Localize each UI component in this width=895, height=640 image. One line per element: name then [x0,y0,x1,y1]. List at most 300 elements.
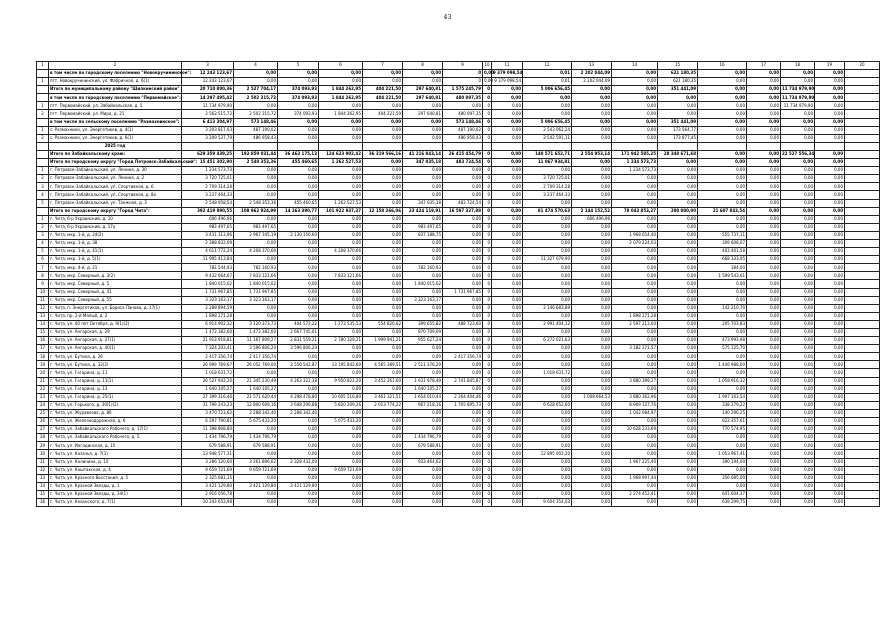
table-row [37,110,880,118]
value-cell: 297 640,81 [403,110,443,118]
value-cell: 0 [483,239,492,247]
value-cell: 0,00 [403,409,443,417]
value-cell: 0,00 [234,369,278,377]
value-cell: 0,00 [492,418,523,426]
value-cell: 0,00 [403,288,443,296]
value-cell: 2 013 774,22 [363,401,403,409]
value-cell: 0,00 [403,345,443,353]
value-cell: 0,00 [492,288,523,296]
address-cell: г. Чита, ул. Бутина, д. 26 [49,353,182,361]
value-cell: 0,00 [781,466,815,474]
value-cell: 0,00 [572,239,612,247]
value-cell: 0 [483,102,492,110]
value-cell: 0,00 [234,474,278,482]
value-cell: 0,00 [781,223,815,231]
value-cell: 0,00 [443,167,483,175]
row-number: 29 [37,442,49,450]
empty-cell [845,434,880,442]
value-cell: 0,00 [523,474,572,482]
value-cell: 0,00 [612,248,658,256]
value-cell: 0,00 [815,231,845,239]
value-cell: 11 398 808,80 [182,426,234,434]
row-number: 22 [37,385,49,393]
value-cell: 0,00 [698,191,747,199]
value-cell: 0,00 [363,78,403,86]
value-cell: 679 588,91 [403,442,443,450]
address-cell: г. Чита, ул. Красной Звезды, д. 34(1) [49,490,182,498]
value-cell: 0,00 [483,78,492,86]
value-cell: 0,00 [658,337,698,345]
value-cell: 0,00 [658,256,698,264]
value-cell: 23 424 119,91 [403,207,443,215]
value-cell: 11 995 413,84 [182,256,234,264]
value-cell: 0,00 [319,474,363,482]
value-cell: 0,00 [363,118,403,126]
value-cell: 0 [483,490,492,498]
value-cell: 0,00 [747,110,781,118]
value-cell: 0,00 [658,159,698,167]
column-number: 8 [403,62,443,70]
value-cell: 0,00 [278,442,319,450]
value-cell: 1 640 105,27 [182,385,234,393]
value-cell: 0,00 [278,490,319,498]
value-cell: 0,00 [698,369,747,377]
value-cell: 0,00 [363,490,403,498]
value-cell: 78 043 853,27 [612,207,658,215]
value-cell: 0,00 [815,159,845,167]
value-cell: 0,00 [403,312,443,320]
value-cell: 0,00 [747,167,781,175]
value-cell: 2 417 356,74 [182,353,234,361]
value-cell: 0,00 [815,223,845,231]
value-cell: 0,00 [747,369,781,377]
row-number: 16 [37,337,49,345]
value-cell: 0,00 [747,199,781,207]
value-cell: 837 188,75 [403,231,443,239]
value-cell: 0,00 [781,345,815,353]
value-cell: 13 948 577,31 [182,450,234,458]
value-cell [363,142,403,150]
address-cell: г. Петровск-Забайкальский, ул. Ленина, д. 2 [49,175,182,183]
empty-cell [845,264,880,272]
value-cell: 36 463 175,13 [278,150,319,158]
value-cell: 0,00 [781,215,815,223]
value-cell: 404 221,50 [363,110,403,118]
value-cell: 0,00 [492,337,523,345]
value-cell: 3 237 464,33 [523,191,572,199]
address-cell: г. Чита, ул. Красной Звезды, д. 1 [49,482,182,490]
value-cell: 0,00 [492,434,523,442]
value-cell: 0,00 [572,377,612,385]
value-cell: 0,00 [443,256,483,264]
column-number: 12 [523,62,572,70]
value-cell: 0,00 [278,353,319,361]
value-cell: 0,00 [523,345,572,353]
value-cell: 480 097,35 [443,94,483,102]
table-row [37,167,880,175]
value-cell: 0,00 [234,304,278,312]
value-cell: 0,00 [278,102,319,110]
value-cell: 0,00 [698,329,747,337]
value-cell: 0,00 [747,320,781,328]
address-cell: пгт. Первомайский, ул. Мира, д. 21 [49,110,182,118]
value-cell: 0,00 [747,94,781,102]
value-cell: 0,00 [319,304,363,312]
value-cell: 3 461 321,51 [363,393,403,401]
value-cell: 200 000,00 [658,207,698,215]
empty-cell [845,94,880,102]
value-cell: 0,00 [492,215,523,223]
value-cell: 0,00 [443,466,483,474]
value-cell [698,142,747,150]
value-cell: 0 [443,70,483,78]
value-cell: 555 737,11 [698,231,747,239]
value-cell: 0 [483,312,492,320]
value-cell: 0,00 [319,126,363,134]
value-cell: 0,00 [443,175,483,183]
value-cell: 0,00 [815,239,845,247]
value-cell: 0,00 [319,264,363,272]
value-cell: 0,00 [815,296,845,304]
value-cell: 0,00 [747,377,781,385]
value-cell: 0,00 [815,191,845,199]
empty-cell [845,118,880,126]
value-cell: 0,00 [747,401,781,409]
value-cell: 0,00 [815,134,845,142]
value-cell: 0,00 [278,134,319,142]
empty-cell [845,320,880,328]
empty-cell [845,239,880,247]
value-cell: 0,00 [319,256,363,264]
address-cell: г. Чита, ул. Ингодинская, д. 15 [49,442,182,450]
value-cell: 0 [483,458,492,466]
value-cell: 12 243 123,67 [182,70,234,78]
value-cell: 12 895 002,20 [523,450,572,458]
value-cell: 0,00 [319,231,363,239]
value-cell: 0,00 [319,450,363,458]
value-cell: 0 [483,280,492,288]
value-cell: 0,00 [781,280,815,288]
value-cell: 0,00 [319,369,363,377]
value-cell: 0,00 [443,458,483,466]
value-cell: 0,00 [523,239,572,247]
value-cell: 0,00 [781,442,815,450]
value-cell: 0,00 [747,353,781,361]
value-cell: 4 565 389,51 [363,361,403,369]
column-number: 11 [492,62,523,70]
value-cell: 0,00 [492,401,523,409]
empty-cell [845,215,880,223]
value-cell: 0,00 [781,231,815,239]
value-cell [492,142,523,150]
value-cell: 0,00 [612,126,658,134]
value-cell: 0,00 [403,134,443,142]
value-cell: 0,00 [612,264,658,272]
value-cell: 0,00 [492,442,523,450]
value-cell: 0,00 [443,239,483,247]
value-cell: 5 820 209,26 [319,401,363,409]
value-cell: 1 967 225,40 [612,458,658,466]
value-cell: 0,00 [403,78,443,86]
value-cell: 0,00 [363,288,403,296]
value-cell: 0,00 [612,288,658,296]
row-number: 14 [37,320,49,328]
value-cell: 11 327 079,90 [523,256,572,264]
value-cell: 0,00 [443,280,483,288]
value-cell: 0,00 [781,167,815,175]
address-cell: г. Чита, мкр. 1-й, д. 24(2) [49,231,182,239]
value-cell: 0,00 [747,223,781,231]
value-cell: 0,00 [363,126,403,134]
value-cell: 1 434 796,79 [234,434,278,442]
value-cell: 1 599 543,01 [698,272,747,280]
value-cell: 0,00 [403,183,443,191]
empty-cell [845,296,880,304]
table-row [37,312,880,320]
value-cell: 0,00 [443,345,483,353]
value-cell: 0,00 [572,280,612,288]
value-cell: 0,00 [658,272,698,280]
value-cell: 0,00 [612,329,658,337]
value-cell: 0,00 [658,474,698,482]
value-cell: 0,00 [492,207,523,215]
row-number: 3 [37,231,49,239]
value-cell: 0,00 [815,418,845,426]
value-cell: 384,00 [698,264,747,272]
column-number-row [37,62,880,70]
value-cell: 0,00 [815,426,845,434]
address-cell: г. Чита, ул. Ангарская, д. 29 [49,329,182,337]
value-cell: 0,00 [572,288,612,296]
value-cell: 0,00 [658,393,698,401]
value-cell: 0,00 [572,458,612,466]
column-number: 16 [698,62,747,70]
value-cell: 668 333,95 [698,256,747,264]
value-cell: 2 502 315,72 [234,110,278,118]
value-cell: 0,00 [747,337,781,345]
value-cell: 7 833 121,66 [319,272,363,280]
subtotal-row [37,207,880,215]
value-cell: 0,00 [815,442,845,450]
value-cell: 0,00 [523,426,572,434]
value-cell: 0,00 [747,126,781,134]
value-cell: 0,00 [443,329,483,337]
value-cell: 0,00 [363,272,403,280]
value-cell: 0,00 [523,272,572,280]
value-cell: 0,00 [815,320,845,328]
value-cell: 0,00 [278,272,319,280]
value-cell: 2 542 591,11 [523,134,572,142]
value-cell: 0 [483,442,492,450]
value-cell: 2 562 515,72 [182,110,234,118]
value-cell: 0,00 [319,482,363,490]
column-number: 6 [319,62,363,70]
value-cell: 0,00 [492,118,523,126]
value-cell: 5 675 433,20 [319,418,363,426]
value-cell: 8 909 137,76 [612,401,658,409]
value-cell: 0,00 [523,353,572,361]
empty-cell [845,385,880,393]
value-cell: 0,00 [492,426,523,434]
value-cell: 0,00 [658,361,698,369]
table-row [37,434,880,442]
value-cell: 0,00 [815,409,845,417]
value-cell: 9 604 354,03 [523,498,572,506]
row-number: 5 [37,248,49,256]
value-cell: 0,00 [612,442,658,450]
table-row [37,304,880,312]
value-cell: 0,00 [781,482,815,490]
column-number: 14 [612,62,658,70]
address-cell: г. Чита, ул. Гагарина, д. 25(1) [49,393,182,401]
value-cell: 81 474 570,63 [523,207,572,215]
value-cell: 0,00 [278,215,319,223]
value-cell: 0,00 [403,248,443,256]
value-cell: 0,00 [698,86,747,94]
table-row [37,264,880,272]
column-number: 1 [37,62,49,70]
value-cell: 0,00 [572,353,612,361]
value-cell: 622 357,61 [698,418,747,426]
value-cell: 983 497,65 [403,223,443,231]
value-cell: 2 325 681,15 [182,474,234,482]
value-cell: 0,00 [443,498,483,506]
value-cell: 0,00 [278,434,319,442]
value-cell: 0,00 [698,280,747,288]
value-cell: 0,00 [319,239,363,247]
value-cell: 2 709 314,28 [182,183,234,191]
value-cell: 10 243 653,98 [182,498,234,506]
value-cell: 101 922 937,37 [319,207,363,215]
value-cell: 0,00 [781,426,815,434]
value-cell: 140 296,25 [698,409,747,417]
row-number: 5 [37,199,49,207]
value-cell: 2 741 845,87 [443,377,483,385]
value-cell: 5 675 433,20 [234,418,278,426]
value-cell: 0,00 [747,450,781,458]
value-cell: 0,00 [572,337,612,345]
value-cell: 0,00 [363,304,403,312]
value-cell: 0,00 [443,369,483,377]
value-cell: 0,00 [523,434,572,442]
address-cell: г. Чита, пр. 2-й Малый, д. 2 [49,312,182,320]
value-cell: 0,00 [492,280,523,288]
value-cell: 1 434 796,79 [403,434,443,442]
value-cell: 0 [483,377,492,385]
value-cell: 0,00 [403,70,443,78]
row-number: 19 [37,361,49,369]
value-cell: 0,00 [363,474,403,482]
value-cell: 0,00 [363,256,403,264]
value-cell: 0 [483,223,492,231]
row-number [37,70,49,78]
value-cell: 455 460,65 [278,199,319,207]
empty-cell [845,418,880,426]
value-cell: 0,00 [612,86,658,94]
value-cell: 0,00 [572,223,612,231]
empty-cell [845,231,880,239]
row-number [37,159,49,167]
value-cell: 0,00 [363,191,403,199]
column-number: 10 [483,62,492,70]
value-cell: 0,00 [815,70,845,78]
value-cell: 0,00 [403,450,443,458]
empty-cell [845,304,880,312]
value-cell: 0,00 [278,280,319,288]
column-number: 2 [49,62,182,70]
value-cell: 0,00 [523,248,572,256]
value-cell: 0,00 [443,426,483,434]
value-cell: 0,00 [815,264,845,272]
value-cell: 0,00 [815,304,845,312]
repair-register-table [36,61,880,507]
address-cell: г. Петровск-Забайкальский, ул. Таежная, д. 3 [49,199,182,207]
value-cell: 0 [483,231,492,239]
subtotal-row [37,159,880,167]
value-cell: 9 950 822,20 [319,377,363,385]
value-cell: 0,00 [319,134,363,142]
address-cell: г. Чита, ул. Гагарина, д. 11 [49,369,182,377]
value-cell: 0,00 [443,231,483,239]
value-cell: 0,00 [815,401,845,409]
value-cell: 0,00 [234,175,278,183]
value-cell: 0,00 [443,474,483,482]
value-cell: 0,00 [572,450,612,458]
value-cell: 0,00 [815,385,845,393]
value-cell: 0,00 [572,231,612,239]
value-cell: 0,00 [658,498,698,506]
value-cell: 0,00 [492,304,523,312]
value-cell: 0,00 [781,490,815,498]
value-cell: 0,00 [234,256,278,264]
empty-cell [845,369,880,377]
value-cell: 0,00 [747,134,781,142]
value-cell: 0,00 [658,288,698,296]
value-cell: 0,00 [781,474,815,482]
value-cell: 0,00 [658,304,698,312]
address-cell: г. Чита, ул. Железнодорожная, д. 6 [49,418,182,426]
value-cell: 0,00 [572,86,612,94]
address-cell: Итого по муниципальному району "Шилкинский район" [49,86,182,94]
row-number: 36 [37,498,49,506]
value-cell: 0,00 [612,199,658,207]
empty-cell [845,70,880,78]
value-cell: 554 826,62 [363,320,403,328]
value-cell: 390 194,00 [698,458,747,466]
value-cell: 1 968 997,44 [612,474,658,482]
value-cell: 0,00 [572,498,612,506]
value-cell: 0,00 [492,126,523,134]
empty-cell [845,377,880,385]
value-cell: 0,00 [403,175,443,183]
table-row [37,199,880,207]
value-cell: 0,00 [572,490,612,498]
value-cell: 0,00 [698,118,747,126]
table-row [37,134,880,142]
value-cell: 0,00 [747,183,781,191]
row-number: 17 [37,345,49,353]
value-cell: 0,00 [572,369,612,377]
value-cell: 0 [483,296,492,304]
value-cell: 0,00 [319,434,363,442]
row-number: 10 [37,288,49,296]
value-cell: 0,00 [658,102,698,110]
table-row [37,466,880,474]
empty-cell [845,272,880,280]
table-row [37,288,880,296]
value-cell: 2 543 062,24 [523,126,572,134]
value-cell: 2 417 356,74 [443,353,483,361]
